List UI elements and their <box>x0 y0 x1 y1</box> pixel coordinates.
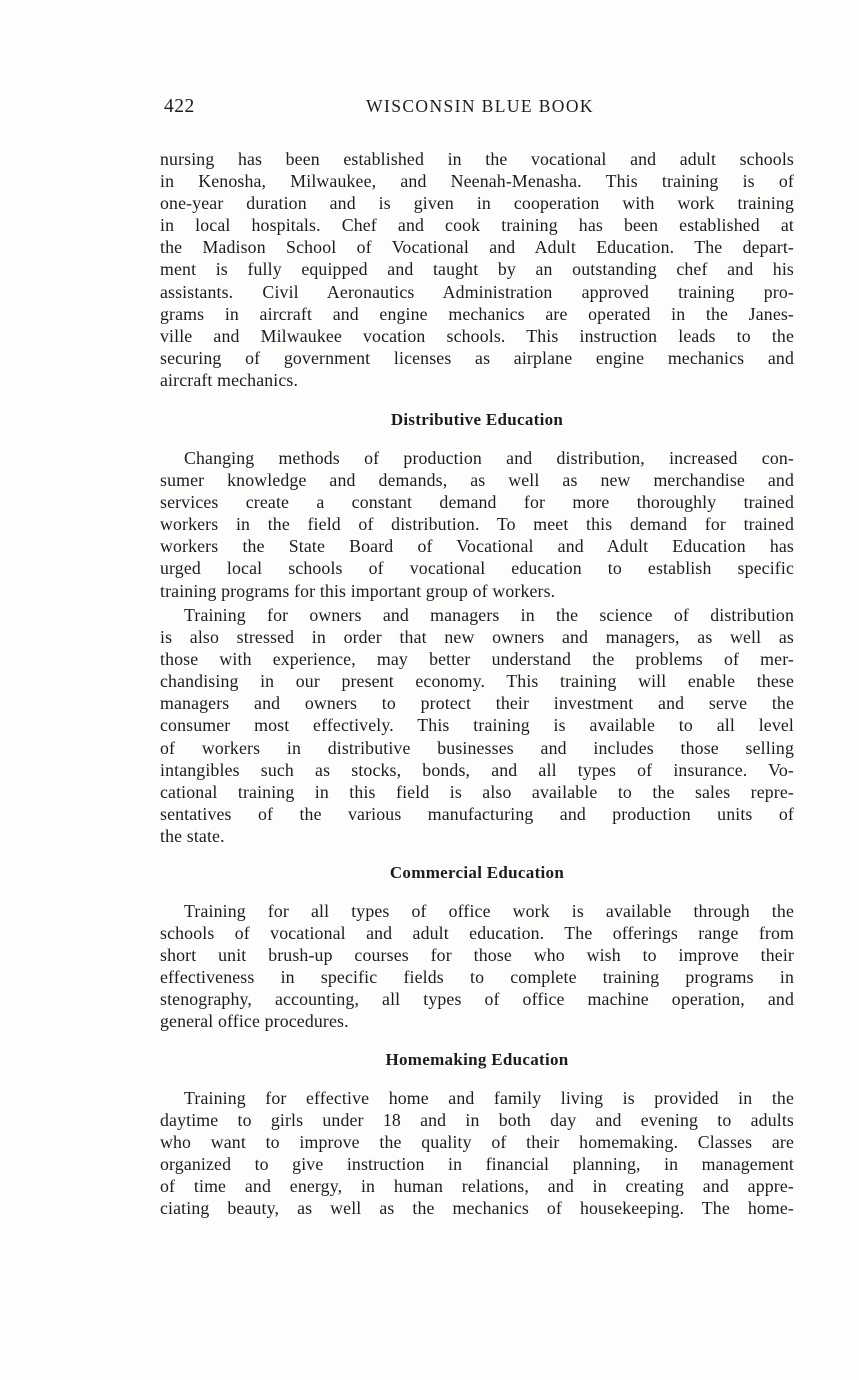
text-line: ciating beauty, as well as the mechanics of housekeeping. The home- <box>160 1198 794 1219</box>
page-number: 422 <box>164 96 195 117</box>
text-line: short unit brush-up courses for those who wish to improve their <box>160 945 794 966</box>
text-line: one-year duration and is given in cooperation with work training <box>160 193 794 214</box>
text-line: assistants. Civil Aeronautics Administration approved training pro- <box>160 281 794 302</box>
text-line: organized to give instruction in financial planning, in management <box>160 1154 794 1175</box>
text-line: urged local schools of vocational education to establish specific <box>160 558 794 579</box>
book-title: WISCONSIN BLUE BOOK <box>366 96 594 116</box>
text-line: securing of government licenses as airplane engine mechanics and <box>160 347 794 368</box>
text-line: daytime to girls under 18 and in both day and evening to adults <box>160 1110 794 1131</box>
text-line: nursing has been established in the vocational and adult schools <box>160 149 794 169</box>
text-line: intangibles such as stocks, bonds, and all types of insurance. Vo- <box>160 759 794 780</box>
text-line: sentatives of the various manufacturing and production units of <box>160 803 794 824</box>
text-line: managers and owners to protect their investment and serve the <box>160 693 794 714</box>
text-line: workers in the field of distribution. To meet this demand for trained <box>160 514 794 535</box>
heading-distributive-education <box>160 408 794 432</box>
text-line: services create a constant demand for more thoroughly trained <box>160 492 794 513</box>
paragraph-distributive-1 <box>160 447 794 602</box>
heading-text: Homemaking Education <box>385 1050 569 1069</box>
text-line: chandising in our present economy. This training will enable these <box>160 671 794 692</box>
text-line: general office procedures. <box>160 1011 349 1032</box>
heading-commercial-education <box>160 861 794 885</box>
text-line: cational training in this field is also available to the sales repre- <box>160 781 794 802</box>
text-line: grams in aircraft and engine mechanics are operated in the Janes- <box>160 303 794 324</box>
text-line: Training for effective home and family living is provided in the <box>184 1088 794 1108</box>
text-line: workers the State Board of Vocational and Adult Education has <box>160 536 794 557</box>
text-line: sumer knowledge and demands, as well as new merchandise and <box>160 470 794 491</box>
text-line: consumer most effectively. This training is available to all level <box>160 715 794 736</box>
text-line: those with experience, may better understand the problems of mer- <box>160 649 794 670</box>
text-line: who want to improve the quality of their homemaking. Classes are <box>160 1132 794 1153</box>
text-line: ment is fully equipped and taught by an outstanding chef and his <box>160 259 794 280</box>
text-line: Training for owners and managers in the science of distribution <box>184 605 794 625</box>
text-line: ville and Milwaukee vocation schools. This instruction leads to the <box>160 325 794 346</box>
text-line: is also stressed in order that new owners and managers, as well as <box>160 627 794 648</box>
text-line: of workers in distributive businesses and includes those selling <box>160 737 794 758</box>
paragraph-homemaking <box>160 1087 794 1220</box>
paragraph-distributive-2 <box>160 604 794 847</box>
text-line: aircraft mechanics. <box>160 369 299 390</box>
text-line: stenography, accounting, all types of office machine operation, and <box>160 989 794 1010</box>
text-line: effectiveness in specific fields to complete training programs in <box>160 967 794 988</box>
text-line: training programs for this important group of workers. <box>160 580 556 601</box>
text-line: the state. <box>160 825 225 846</box>
paragraph-commercial <box>160 900 794 1033</box>
text-line: Training for all types of office work is available through the <box>184 901 794 921</box>
text-line: in local hospitals. Chef and cook training has been established at <box>160 215 794 236</box>
paragraph-nursing-chef-aeronautics <box>160 148 794 391</box>
text-line: schools of vocational and adult education. The offerings range from <box>160 923 794 944</box>
text-line: of time and energy, in human relations, and in creating and appre- <box>160 1176 794 1197</box>
heading-text: Commercial Education <box>389 863 565 882</box>
text-line: the Madison School of Vocational and Adult Education. The depart- <box>160 237 794 258</box>
heading-text: Distributive Education <box>390 410 564 429</box>
text-line: Changing methods of production and distribution, increased con- <box>184 448 794 468</box>
text-line: in Kenosha, Milwaukee, and Neenah-Menasha. This training is of <box>160 171 794 192</box>
heading-homemaking-education <box>160 1048 794 1072</box>
running-head <box>164 96 796 124</box>
